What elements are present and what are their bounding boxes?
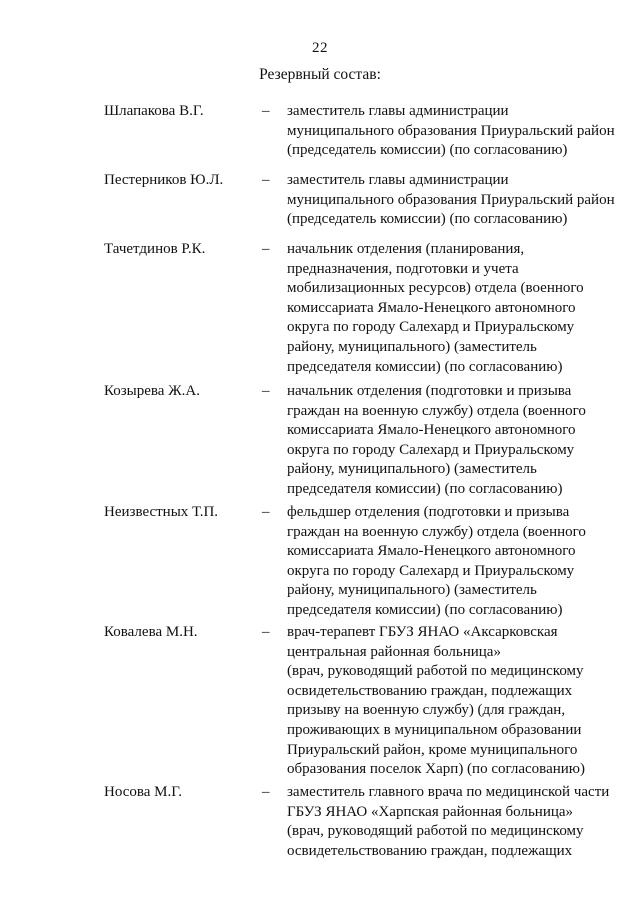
member-name: Неизвестных Т.П.: [104, 504, 219, 520]
member-name: Носова М.Г.: [104, 784, 182, 800]
member-description: [287, 102, 615, 161]
description-line: начальник отделения (планирования,: [287, 241, 525, 257]
description-line: председателя комиссии) (по согласованию): [287, 358, 563, 375]
member-name: Козырева Ж.А.: [104, 383, 200, 399]
description-line: (врач, руководящий работой по медицинскому: [287, 823, 584, 840]
description-line: мобилизационных ресурсов) отдела (военного: [287, 280, 584, 297]
description-line: освидетельствованию граждан, подлежащих: [287, 682, 573, 699]
description-line: (врач, руководящий работой по медицинскому: [287, 663, 584, 680]
description-line: (председатель комиссии) (по согласованию): [287, 142, 568, 159]
dash-separator: –: [262, 784, 270, 800]
description-line: Приуральский район, кроме муниципального: [287, 741, 578, 758]
member-description: [287, 783, 610, 861]
description-line: граждан на военную службу) отдела (военного: [287, 402, 586, 419]
page-number: 22: [312, 40, 328, 56]
description-line: проживающих в муниципальном образовании: [287, 721, 582, 738]
member-name: Ковалева М.Н.: [104, 624, 198, 640]
member-name: Пестерников Ю.Л.: [104, 172, 224, 188]
description-line: центральная районная больница»: [287, 643, 501, 660]
description-line: комиссариата Ямало-Ненецкого автономного: [287, 422, 576, 439]
description-line: врач-терапевт ГБУЗ ЯНАО «Аксарковская: [287, 624, 558, 640]
dash-separator: –: [262, 504, 270, 520]
member-name: Шлапакова В.Г.: [104, 103, 204, 119]
section-title: Резервный состав:: [259, 66, 381, 83]
description-line: району, муниципального) (заместитель: [287, 582, 537, 599]
dash-separator: –: [262, 241, 270, 257]
member-description: [287, 623, 607, 780]
description-line: начальник отделения (подготовки и призыва: [287, 383, 572, 399]
description-line: фельдшер отделения (подготовки и призыва: [287, 504, 570, 520]
description-line: освидетельствованию граждан, подлежащих: [287, 842, 573, 859]
member-description: [287, 171, 615, 230]
description-line: комиссариата Ямало-Ненецкого автономного: [287, 299, 576, 316]
description-line: заместитель главы администрации: [287, 103, 509, 119]
description-line: граждан на военную службу) отдела (военного: [287, 523, 586, 540]
dash-separator: –: [262, 103, 270, 119]
description-line: заместитель главы администрации: [287, 172, 509, 188]
description-line: заместитель главного врача по медицинской части: [287, 784, 610, 800]
description-line: председателя комиссии) (по согласованию): [287, 601, 563, 618]
description-line: муниципального образования Приуральский район: [287, 191, 615, 208]
description-line: (председатель комиссии) (по согласованию): [287, 211, 568, 228]
member-description: [287, 503, 607, 621]
description-line: муниципального образования Приуральский район: [287, 122, 615, 139]
description-line: призыву на военную службу) (для граждан,: [287, 702, 566, 719]
description-line: образования поселок Харп) (по согласованию): [287, 761, 585, 778]
description-line: комиссариата Ямало-Ненецкого автономного: [287, 543, 576, 560]
member-description: [287, 382, 607, 500]
description-line: председателя комиссии) (по согласованию): [287, 480, 563, 497]
description-line: округа по городу Салехард и Приуральскому: [287, 319, 575, 336]
member-name: Тачетдинов Р.К.: [104, 241, 206, 257]
description-line: району, муниципального) (заместитель: [287, 338, 537, 355]
member-description: [287, 240, 607, 377]
dash-separator: –: [262, 172, 270, 188]
description-line: предназначения, подготовки и учета: [287, 260, 519, 277]
description-line: ГБУЗ ЯНАО «Харпская районная больница»: [287, 803, 574, 820]
dash-separator: –: [262, 383, 270, 399]
description-line: округа по городу Салехард и Приуральскому: [287, 441, 575, 458]
dash-separator: –: [262, 624, 270, 640]
description-line: округа по городу Салехард и Приуральскому: [287, 562, 575, 579]
description-line: району, муниципального) (заместитель: [287, 461, 537, 478]
